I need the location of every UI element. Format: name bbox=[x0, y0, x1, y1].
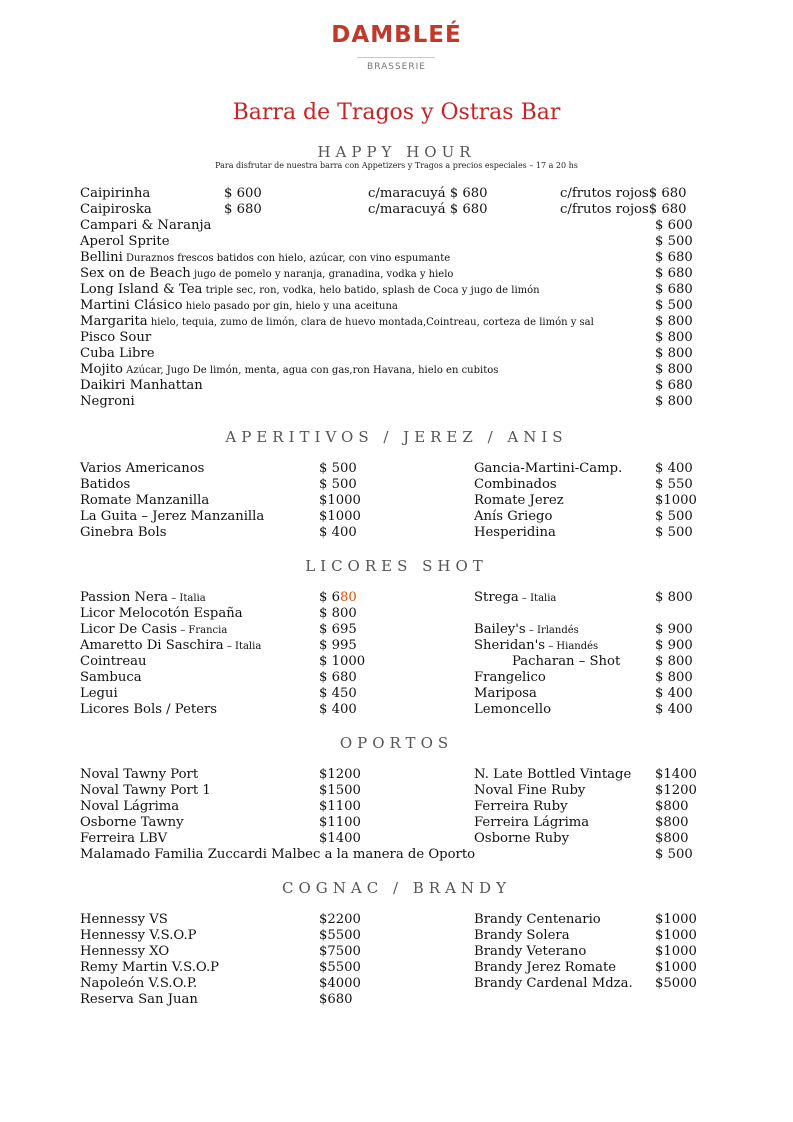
item-name: Sheridan's bbox=[474, 638, 546, 653]
menu-item bbox=[80, 654, 147, 671]
item-name: Noval Lágrima bbox=[80, 799, 180, 814]
menu-item bbox=[80, 298, 398, 315]
item-price: $2200 bbox=[319, 912, 361, 927]
item-price: $ 500 bbox=[319, 461, 357, 476]
item-name: Gancia-Martini-Camp. bbox=[474, 461, 623, 476]
item-variant: c/maracuyá $ 680 bbox=[368, 186, 488, 201]
item-name: Batidos bbox=[80, 477, 131, 492]
item-name: Reserva San Juan bbox=[80, 992, 198, 1007]
item-name: Long Island & Tea bbox=[80, 282, 203, 297]
item-price bbox=[319, 590, 357, 606]
item-name: Anís Griego bbox=[474, 509, 553, 524]
price-text: $ 800 bbox=[319, 606, 357, 621]
menu-item bbox=[474, 590, 556, 607]
item-price: $5000 bbox=[655, 976, 697, 991]
item-origin: – Italia bbox=[518, 593, 557, 604]
item-price: $ 800 bbox=[655, 670, 693, 685]
item-origin: – Francia bbox=[177, 625, 228, 636]
item-price: $1000 bbox=[655, 960, 697, 975]
item-price: $ 500 bbox=[319, 477, 357, 492]
item-name: Remy Martin V.S.O.P bbox=[80, 960, 220, 975]
item-name: Osborne Ruby bbox=[474, 831, 570, 846]
page-title: Barra de Tragos y Ostras Bar bbox=[232, 100, 561, 125]
item-name: Varios Americanos bbox=[80, 461, 205, 476]
menu-item bbox=[80, 590, 206, 607]
item-name: N. Late Bottled Vintage bbox=[474, 767, 632, 782]
item-name: Malamado Familia Zuccardi Malbec a la manera de Oporto bbox=[80, 847, 476, 862]
item-name: Combinados bbox=[474, 477, 557, 492]
item-price: $1000 bbox=[655, 493, 697, 508]
item-price: $1000 bbox=[655, 912, 697, 927]
item-price: $ 400 bbox=[319, 525, 357, 540]
section-heading-cognac: COGNAC / BRANDY bbox=[282, 879, 511, 897]
menu-item bbox=[474, 686, 537, 703]
item-price bbox=[319, 686, 357, 702]
brand-subtitle: BRASSERIE bbox=[367, 62, 426, 72]
section-heading-happy-hour: HAPPY HOUR bbox=[317, 143, 476, 161]
item-name: Pisco Sour bbox=[80, 330, 152, 345]
menu-item bbox=[512, 654, 620, 671]
item-price: $ 500 bbox=[655, 509, 693, 524]
item-price bbox=[319, 606, 357, 622]
item-name: Sambuca bbox=[80, 670, 142, 685]
item-price: $1000 bbox=[319, 493, 361, 508]
item-name: Noval Fine Ruby bbox=[474, 783, 586, 798]
item-name: Martini Clásico bbox=[80, 298, 183, 313]
item-price: $ 680 bbox=[224, 202, 262, 217]
menu-item bbox=[80, 638, 261, 655]
item-name: Cointreau bbox=[80, 654, 147, 669]
item-name: Cuba Libre bbox=[80, 346, 155, 361]
happy-hour-subtitle: Para disfrutar de nuestra barra con Appetizers y Tragos a precios especiales – 17 a 20 hs bbox=[215, 161, 578, 170]
item-name: Daikiri Manhattan bbox=[80, 378, 203, 393]
item-price: $ 800 bbox=[655, 362, 693, 377]
item-price: $ 680 bbox=[655, 250, 693, 265]
item-price: $680 bbox=[319, 992, 353, 1007]
item-name: Napoleón V.S.O.P. bbox=[80, 976, 198, 991]
item-name: Strega bbox=[474, 590, 519, 605]
item-name: Pacharan – Shot bbox=[512, 654, 621, 669]
item-price: $ 500 bbox=[655, 298, 693, 313]
item-name: Lemoncello bbox=[474, 702, 552, 717]
item-description: triple sec, ron, vodka, helo batido, splash de Coca y jugo de limón bbox=[202, 285, 540, 296]
item-price: $1400 bbox=[319, 831, 361, 846]
item-name: Negroni bbox=[80, 394, 135, 409]
item-price: $ 800 bbox=[655, 330, 693, 345]
item-price: $800 bbox=[655, 815, 689, 830]
menu-item bbox=[474, 622, 579, 639]
item-price: $7500 bbox=[319, 944, 361, 959]
item-price: $800 bbox=[655, 799, 689, 814]
item-price: $ 900 bbox=[655, 638, 693, 653]
item-name: Noval Tawny Port bbox=[80, 767, 199, 782]
menu-item bbox=[474, 638, 598, 655]
item-name: Bailey's bbox=[474, 622, 526, 637]
item-price: $1100 bbox=[319, 815, 361, 830]
item-price: $ 600 bbox=[655, 218, 693, 233]
item-price: $1000 bbox=[655, 944, 697, 959]
item-price: $ 900 bbox=[655, 622, 693, 637]
item-name: Sex on de Beach bbox=[80, 266, 191, 281]
menu-item bbox=[80, 266, 453, 283]
item-name: Brandy Centenario bbox=[474, 912, 601, 927]
item-name: Licores Bols / Peters bbox=[80, 702, 218, 717]
item-name: Margarita bbox=[80, 314, 148, 329]
item-description: hielo, tequia, zumo de limón, clara de huevo montada,Cointreau, corteza de limón y sal bbox=[147, 317, 594, 328]
price-text: $ 400 bbox=[319, 702, 357, 717]
menu-item bbox=[80, 702, 217, 719]
item-name: Bellini bbox=[80, 250, 123, 265]
item-price: $ 800 bbox=[655, 590, 693, 605]
item-price: $ 400 bbox=[655, 686, 693, 701]
item-price: $4000 bbox=[319, 976, 361, 991]
section-heading-licores: LICORES SHOT bbox=[305, 557, 488, 575]
item-name: Ferreira LBV bbox=[80, 831, 168, 846]
price-text: $ 695 bbox=[319, 622, 357, 637]
menu-item bbox=[80, 606, 243, 623]
item-price: $800 bbox=[655, 831, 689, 846]
item-variant: c/maracuyá $ 680 bbox=[368, 202, 488, 217]
item-price: $1100 bbox=[319, 799, 361, 814]
item-name: Passion Nera bbox=[80, 590, 169, 605]
item-price: $ 600 bbox=[224, 186, 262, 201]
menu-item bbox=[80, 330, 151, 347]
item-price: $ 400 bbox=[655, 702, 693, 717]
price-text: $ 680 bbox=[319, 670, 357, 685]
menu-item bbox=[80, 670, 142, 687]
item-price bbox=[319, 638, 357, 654]
menu-item bbox=[80, 378, 203, 395]
item-name: Brandy Solera bbox=[474, 928, 570, 943]
item-price: $ 680 bbox=[655, 378, 693, 393]
item-price bbox=[319, 622, 357, 638]
item-name: La Guita – Jerez Manzanilla bbox=[80, 509, 265, 524]
item-name: Caipirinha bbox=[80, 186, 151, 201]
item-price bbox=[319, 670, 357, 686]
menu-item bbox=[80, 686, 118, 703]
item-name: Ferreira Lágrima bbox=[474, 815, 590, 830]
item-name: Licor De Casis bbox=[80, 622, 178, 637]
item-description: Duraznos frescos batidos con hielo, azúcar, con vino espumante bbox=[122, 253, 451, 264]
item-name: Brandy Jerez Romate bbox=[474, 960, 617, 975]
item-price: $1400 bbox=[655, 767, 697, 782]
menu-item bbox=[80, 394, 135, 411]
item-variant: c/frutos rojos$ 680 bbox=[560, 202, 687, 217]
price-text: $ 1000 bbox=[319, 654, 366, 669]
item-price: $ 680 bbox=[655, 266, 693, 281]
item-origin: – Hiandés bbox=[545, 641, 599, 652]
item-price: $1500 bbox=[319, 783, 361, 798]
menu-item bbox=[80, 362, 498, 379]
item-price: $ 500 bbox=[655, 847, 693, 862]
section-heading-oportos: OPORTOS bbox=[339, 734, 454, 752]
menu-item bbox=[80, 282, 540, 299]
brand-logo: DAMBLEÉ bbox=[331, 22, 462, 48]
item-name: Ferreira Ruby bbox=[474, 799, 568, 814]
item-name: Romate Jerez bbox=[474, 493, 564, 508]
item-name: Ginebra Bols bbox=[80, 525, 167, 540]
price-text: $ 995 bbox=[319, 638, 357, 653]
item-name: Frangelico bbox=[474, 670, 546, 685]
price-text: $ 450 bbox=[319, 686, 357, 701]
item-price: $1000 bbox=[655, 928, 697, 943]
item-price: $ 500 bbox=[655, 525, 693, 540]
item-name: Hennessy V.S.O.P bbox=[80, 928, 197, 943]
item-name: Mariposa bbox=[474, 686, 537, 701]
menu-item bbox=[80, 250, 450, 267]
section-heading-aperitivos: APERITIVOS / JEREZ / ANIS bbox=[225, 428, 568, 446]
item-price: $5500 bbox=[319, 960, 361, 975]
item-price: $ 800 bbox=[655, 394, 693, 409]
item-price: $ 800 bbox=[655, 314, 693, 329]
item-price: $ 800 bbox=[655, 346, 693, 361]
item-name: Aperol Sprite bbox=[80, 234, 170, 249]
price-text: $ 6 bbox=[319, 590, 340, 605]
menu-item bbox=[80, 314, 594, 331]
item-name: Legui bbox=[80, 686, 118, 701]
item-origin: – Irlandés bbox=[525, 625, 579, 636]
price-highlight: 80 bbox=[339, 590, 357, 605]
item-origin: – Italia bbox=[168, 593, 206, 604]
item-name: Mojito bbox=[80, 362, 123, 377]
menu-item bbox=[80, 218, 211, 235]
item-name: Romate Manzanilla bbox=[80, 493, 210, 508]
item-price: $ 680 bbox=[655, 282, 693, 297]
item-description: Azúcar, Jugo De limón, menta, agua con gas,ron Havana, hielo en cubitos bbox=[123, 365, 499, 376]
menu-item bbox=[474, 670, 546, 687]
item-price: $1200 bbox=[655, 783, 697, 798]
item-name: Amaretto Di Saschira bbox=[80, 638, 224, 653]
item-price: $ 800 bbox=[655, 654, 693, 669]
logo-divider bbox=[357, 57, 435, 58]
item-name: Noval Tawny Port 1 bbox=[80, 783, 211, 798]
menu-item bbox=[80, 234, 170, 251]
item-name: Osborne Tawny bbox=[80, 815, 184, 830]
item-description: jugo de pomelo y naranja, granadina, vodka y hielo bbox=[190, 269, 454, 280]
item-price: $ 550 bbox=[655, 477, 693, 492]
item-variant: c/frutos rojos$ 680 bbox=[560, 186, 687, 201]
menu-item bbox=[80, 622, 227, 639]
item-name: Campari & Naranja bbox=[80, 218, 212, 233]
menu-item bbox=[474, 702, 551, 719]
item-price: $ 500 bbox=[655, 234, 693, 249]
item-name: Caipiroska bbox=[80, 202, 152, 217]
item-price: $ 400 bbox=[655, 461, 693, 476]
menu-item bbox=[80, 346, 155, 363]
item-name: Brandy Veterano bbox=[474, 944, 587, 959]
item-name: Brandy Cardenal Mdza. bbox=[474, 976, 633, 991]
item-origin: – Italia bbox=[223, 641, 262, 652]
item-price: $1200 bbox=[319, 767, 361, 782]
item-name: Hesperidina bbox=[474, 525, 556, 540]
item-price bbox=[319, 654, 365, 670]
item-price: $1000 bbox=[319, 509, 361, 524]
item-price bbox=[319, 702, 357, 718]
item-description: hielo pasado por gin, hielo y una aceituna bbox=[182, 301, 398, 312]
item-name: Hennessy VS bbox=[80, 912, 168, 927]
item-name: Hennessy XO bbox=[80, 944, 170, 959]
item-name: Licor Melocotón España bbox=[80, 606, 243, 621]
item-price: $5500 bbox=[319, 928, 361, 943]
